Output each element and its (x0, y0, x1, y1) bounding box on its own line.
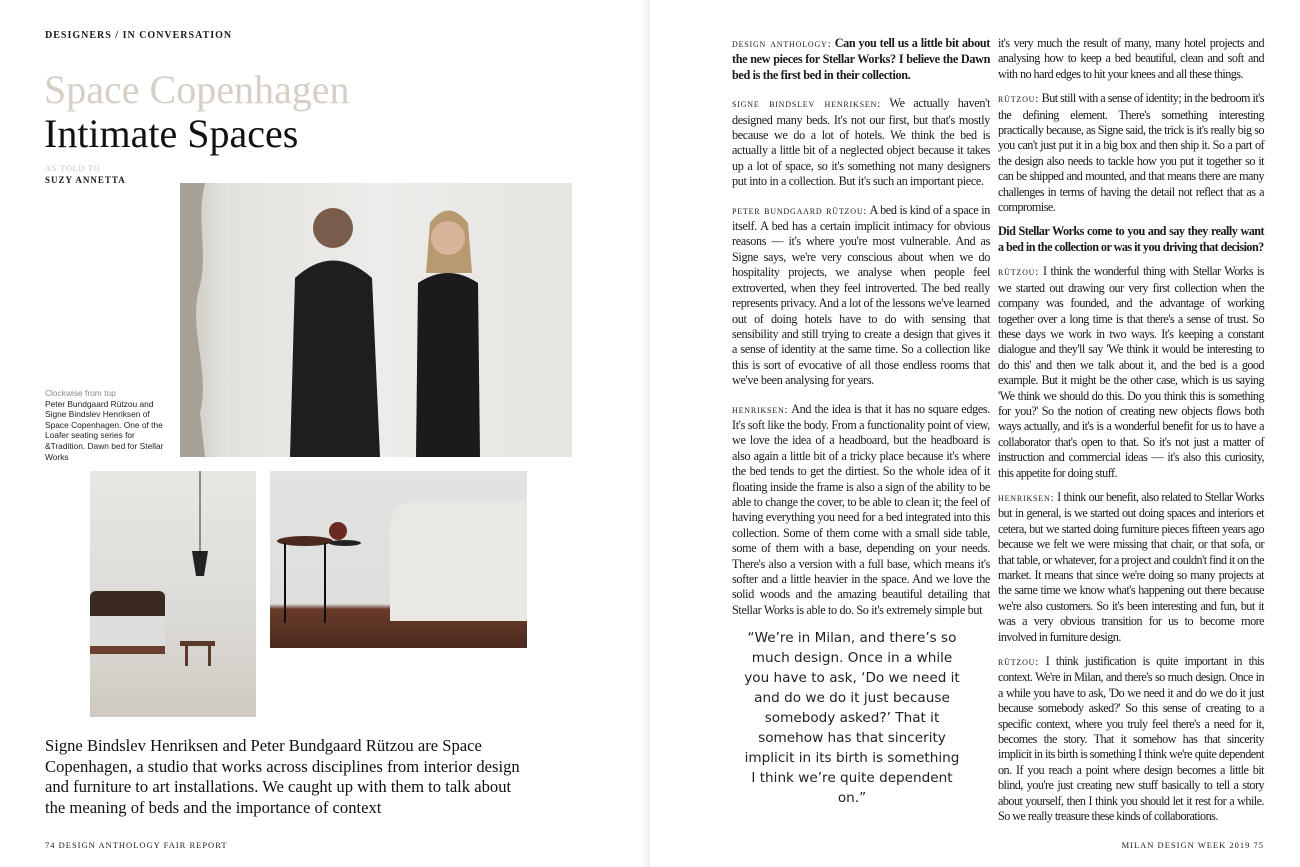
caption-lead: Clockwise from top (45, 388, 116, 398)
footer-left: 74 DESIGN ANTHOLOGY FAIR REPORT (45, 840, 228, 850)
interview-answer: A bed is kind of a space in itself. A bed has a certain implicit intimacy for obvious reasons — it's where you're most vulnerable. And as Signe says, we're very conscious about when we do hospitality projects, we analyse when people feel extroverted, when they feel introverted. The bed really represents privacy. And a lot of the lessons we've learned out of doing hotels have to do with sensing that sensibility and still trying to create a design that gives it a sense of identity at the same time. So a collection like this is sort of evocative of all those endless rooms that we've been analysing for years. (732, 202, 990, 388)
author-name: SUZY ANNETTA (45, 175, 126, 185)
as-told-to-label: AS TOLD TO (45, 164, 101, 173)
speaker-label: peter bundgaard rützou: (732, 204, 868, 217)
caption-text: Peter Bundgaard Rützou and Signe Bindslev Henriksen of Space Copenhagen. One of the Loafer seating series for &Tradition. Dawn bed for Stellar Works (45, 398, 164, 462)
section-label: DESIGNERS / IN CONVERSATION (45, 30, 233, 41)
text-column-2 (998, 36, 1264, 834)
interview-paragraph (998, 264, 1264, 481)
photo-dawn-bed (90, 471, 256, 717)
photo-designers-portrait (180, 183, 572, 457)
interview-paragraph (732, 36, 990, 83)
pull-quote: “We’re in Milan, and there’s so much design. Once in a while you have to ask, ‘Do we need it and do we do it just because somebody asked?’ That it somehow has that sincerity implicit in its birth is something I think we’re quite dependent on.” (744, 630, 960, 806)
interview-paragraph (998, 490, 1264, 645)
interview-answer: I think the wonderful thing with Stellar Works is we started out drawing our very first collection when the company was founded, and the advantage of working together over a long time is that there's a sense of trust. So these days we work in two ways. It's keeping a constant dialogue and they'll say 'We think it would be interesting to do this' and then we talk about it, and the bed is a good example. But it might be the other case, which is us saying 'We think we should do this. Do you think this is something for you?' So the notion of creating new objects flows both ways actually, and it's is a wonderful benefit for us to have a collaborator that's open to that. So it's not just a matter of instruction and commercial ideas — it's also this curiosity, this appetite for doing stuff. (998, 264, 1264, 480)
speaker-label: henriksen: (732, 403, 789, 416)
interview-answer: I think our benefit, also related to Stellar Works but in general, is we started out doing spaces and interiors et cetera, but we started doing furniture pieces fifteen years ago because we felt we were missing that chair, or that sofa, or that table, or whatever, for a project and couldn't find it on the market. It means that since we're doing so many projects at the same time we know what's happening out there because we're also customers. So it's been interesting and fun, but it was a very obvious transition for us to become more involved in furniture design. (998, 489, 1264, 644)
interview-paragraph (732, 96, 990, 189)
speaker-label: signe bindslev henriksen: (732, 98, 881, 111)
interview-paragraph (998, 224, 1264, 255)
interview-answer: it's very much the result of many, many hotel projects and analysing how to keep a bed beautiful, clean and soft and with no hard edges to hit your knees and all these things. (998, 36, 1264, 81)
speaker-label: design anthology: (732, 38, 832, 50)
interview-paragraph (998, 654, 1264, 824)
title-studio: Space Copenhagen (44, 67, 350, 112)
speaker-label: rützou: (998, 266, 1040, 279)
interview-answer: We actually haven't designed many beds. It's not our first, but that's mostly because we do a lot of hotels. We think the bed is actually a little bit of a neglected object because it takes up a lot of space, so it's something not many designers put into in a collection. But it's such an important piece. (732, 96, 990, 189)
title-article: Intimate Spaces (44, 111, 299, 156)
speaker-label: henriksen: (998, 491, 1055, 504)
photo-loafer-seating (270, 471, 527, 648)
right-page (650, 0, 1300, 867)
speaker-label: rützou: (998, 656, 1040, 669)
interview-paragraph (998, 36, 1264, 82)
interview-question: Did Stellar Works come to you and say they really want a bed in the collection or was it you driving that decision? (998, 224, 1264, 254)
speaker-label: rützou: (998, 93, 1040, 106)
interview-paragraph (998, 91, 1264, 215)
footer-right: MILAN DESIGN WEEK 2019 75 (1121, 840, 1264, 850)
interview-paragraph (732, 203, 990, 389)
interview-answer: But still with a sense of identity; in the bedroom it's the defining element. There's something interesting practically because, as Signe said, the trick is it's really big so you can't just put it in a big box and then ship it. So a part of the design also needs to tackle how you put it together so it can be shipped and mounted, and that means there are many challenges in terms of having the detail not reflect that as a compromise. (998, 91, 1264, 215)
photo-caption (45, 388, 175, 462)
interview-answer: I think justification is quite important in this context. We're in Milan, and there's so much design. Once in a while you have to ask, 'Do we need it and do we do it just because somebody asked?' So this sense of creating to a specific context, where you truly feel there's a need for it, becomes the story. That it somehow has that sincerity implicit in its birth is something I think we're quite dependent on. If you reach a point where design becomes a little bit blind, you're just creating new stuff basically to tell a story about yourself, then I think you should let it rest for a while. So we really treasure these kinds of collaborations. (998, 654, 1264, 824)
interview-answer: And the idea is that it has no square edges. It's soft like the body. From a functionality point of view, we love the idea of a headboard, but the headboard is also again a little bit of a tricky place because it's where the bed tends to get the dirtiest. So the whole idea of it floating inside the frame is also a sign of the ability to be able to change the cover, to be able to clean it; the feel of having everything you need for a bed integrated into this collection. Some of them come with a small side table, some of them with a base, depending on your needs. There's also a version with a full base, which means it's softer and a little heavier in the space. And we love the solid woods and the amazing beautiful detailing that Stellar Works is able to do. So it's extremely simple but (732, 401, 990, 617)
intro-paragraph: Signe Bindslev Henriksen and Peter Bundgaard Rützou are Space Copenhagen, a studio that works across disciplines from interior design and furniture to art installations. We caught up with them to talk about the meaning of beds and the importance of context (45, 736, 520, 817)
text-column-1 (732, 36, 990, 618)
interview-paragraph (732, 402, 990, 619)
interview-question: Can you tell us a little bit about the new pieces for Stellar Works? I believe the Dawn bed is the first bed in their collection. (732, 36, 990, 82)
